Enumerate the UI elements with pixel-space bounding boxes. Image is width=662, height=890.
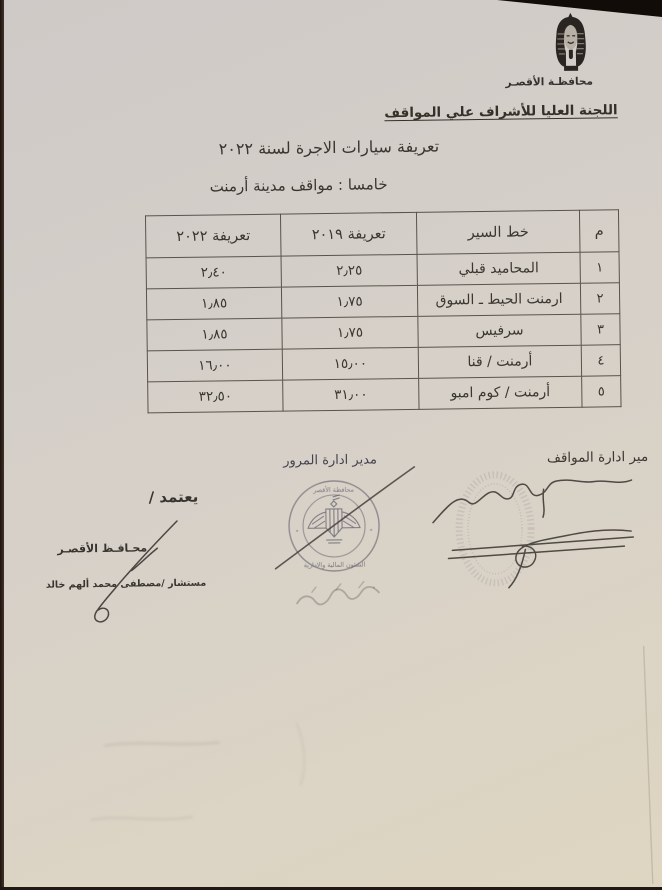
signature-traffic-manager	[274, 467, 415, 569]
cell-tariff-2022: ٢٫٤٠	[146, 256, 281, 289]
cell-tariff-2019: ١٫٧٥	[281, 285, 417, 318]
committee-title: اللجنة العليا للأشراف علي المواقف	[384, 102, 618, 122]
paper-edge-shadow	[644, 646, 653, 884]
cell-tariff-2022: ١٫٨٥	[146, 287, 281, 320]
signature-governor	[94, 521, 179, 622]
stamp-side-mark-right: ٭	[369, 526, 373, 534]
eagle-emblem-icon	[308, 495, 361, 544]
fare-table	[145, 209, 622, 413]
official-round-stamp	[288, 480, 379, 571]
cell-route: سرفيس	[418, 314, 581, 347]
stamp-bottom-text: الشئون المالية والادارية	[303, 560, 366, 570]
col-header-route: خط السير	[416, 210, 580, 254]
approval-label: يعتمد /	[148, 487, 199, 507]
cell-no: ٥	[582, 376, 621, 408]
stations-manager-title: مير ادارة المواقف	[546, 448, 649, 467]
col-header-no: م	[579, 210, 619, 253]
tutankhamun-mask-icon	[547, 12, 594, 75]
cell-tariff-2019: ٣١٫٠٠	[283, 378, 419, 411]
governorate-logo-label: محافظـة الأقصـر	[505, 75, 594, 89]
cell-tariff-2022: ٣٢٫٥٠	[148, 380, 283, 413]
table-row	[148, 376, 621, 413]
governor-name: مستشار /مصطفى محمد ألهم خالد	[45, 577, 207, 591]
col-header-tariff-2019: تعريفة ٢٠١٩	[280, 212, 417, 256]
cell-route: أرمنت / كوم امبو	[419, 376, 582, 409]
cell-tariff-2022: ١٦٫٠٠	[147, 349, 282, 382]
document-title: تعريفة سيارات الاجرة لسنة ٢٠٢٢	[218, 136, 440, 159]
cell-route: المحاميد قبلي	[417, 252, 580, 285]
handwritten-note	[297, 581, 379, 604]
cell-tariff-2019: ٢٫٢٥	[281, 254, 417, 287]
cell-no: ٢	[580, 283, 619, 315]
scan-edge-left	[0, 0, 4, 890]
traffic-manager-title: مدير ادارة المرور	[283, 452, 378, 469]
signature-stations-manager	[432, 479, 633, 588]
cell-tariff-2019: ١٫٧٥	[282, 316, 418, 349]
col-header-tariff-2022: تعريفة ٢٠٢٢	[145, 214, 281, 258]
cell-tariff-2019: ١٥٫٠٠	[282, 347, 418, 380]
faint-stamp-residue	[458, 474, 531, 583]
table-header-row	[145, 210, 619, 258]
cell-no: ٣	[581, 314, 620, 346]
cell-tariff-2022: ١٫٨٥	[147, 318, 282, 351]
stamp-side-mark-left: ٭	[295, 527, 299, 535]
cell-no: ٤	[581, 345, 620, 377]
cell-no: ١	[580, 252, 619, 284]
stamp-top-text: محافظة الأقصر	[313, 485, 355, 495]
cell-route: أرمنت / قنا	[418, 345, 581, 378]
cell-route: ارمنت الحيط ـ السوق	[417, 283, 580, 316]
section-title: خامسا : مواقف مدينة أرمنت	[209, 175, 388, 196]
bleed-through-marks	[90, 722, 306, 820]
governor-title: محـافـظ الأقصـر	[57, 541, 148, 556]
